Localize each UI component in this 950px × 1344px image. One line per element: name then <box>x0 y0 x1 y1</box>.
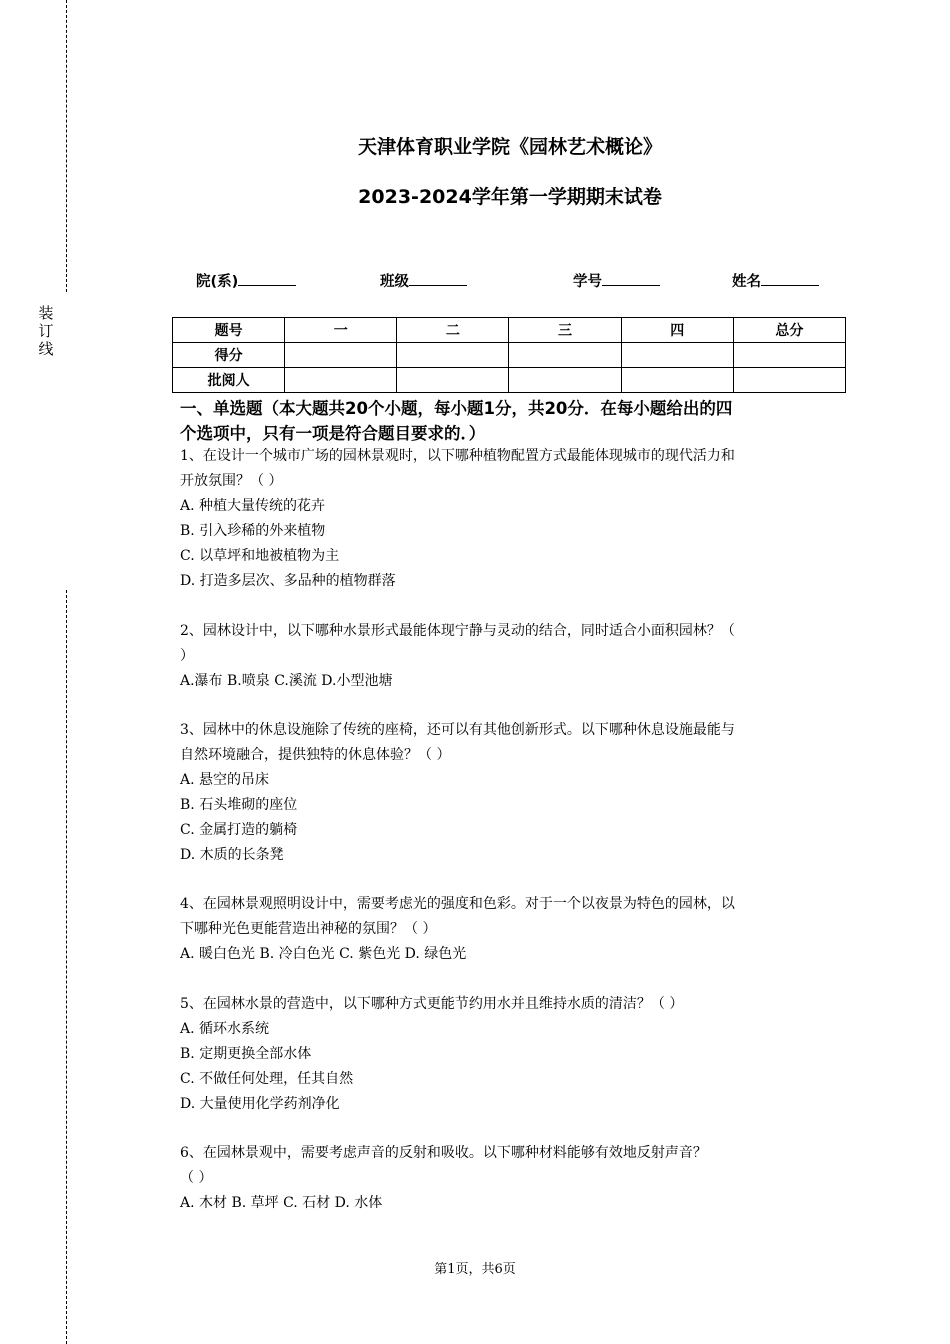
grader-cell[interactable] <box>285 368 397 393</box>
question-stem: 2、园林设计中，以下哪种水景形式最能体现宁静与灵动的结合，同时适合小面积园林？（ <box>180 623 735 639</box>
question-stem: （ ） <box>180 1170 213 1186</box>
score-table <box>172 317 846 393</box>
score-cell[interactable] <box>733 343 845 368</box>
question-options[interactable]: A.瀑布 B.喷泉 C.溪流 D.小型池塘 <box>180 673 393 689</box>
option-d[interactable]: D. 打造多层次、多品种的植物群落 <box>180 573 396 589</box>
grader-cell[interactable] <box>509 368 621 393</box>
score-table-row <box>173 368 846 393</box>
question-stem: 3、园林中的休息设施除了传统的座椅，还可以有其他创新形式。以下哪种休息设施最能与 <box>180 722 735 738</box>
option-a[interactable]: A. 循环水系统 <box>180 1021 270 1037</box>
score-table-header-row <box>173 318 846 343</box>
name-label: 姓名 <box>732 274 761 290</box>
student-id-label: 学号 <box>573 274 602 290</box>
student-id-field[interactable] <box>573 270 660 291</box>
question-6 <box>180 1141 840 1216</box>
exam-title-line1: 天津体育职业学院《园林艺术概论》 <box>357 136 662 158</box>
section-heading-line: 一、单选题（本大题共20个小题，每小题1分，共20分．在每小题给出的四 <box>180 399 733 418</box>
score-row-label: 得分 <box>173 343 285 368</box>
question-stem: ） <box>180 648 194 664</box>
score-cell[interactable] <box>509 343 621 368</box>
question-stem: 自然环境融合，提供独特的休息体验？（ ） <box>180 747 451 763</box>
score-header-cell: 二 <box>397 318 509 343</box>
option-d[interactable]: D. 木质的长条凳 <box>180 847 284 863</box>
class-label: 班级 <box>380 274 409 290</box>
name-field[interactable] <box>732 270 819 291</box>
question-stem: 下哪种光色更能营造出神秘的氛围？（ ） <box>180 921 437 937</box>
section-heading <box>180 396 840 446</box>
option-c[interactable]: C. 以草坪和地被植物为主 <box>180 548 340 564</box>
exam-title-line2: 2023-2024学年第一学期期末试卷 <box>358 186 662 208</box>
binding-line-top <box>66 0 67 292</box>
department-field[interactable] <box>196 270 296 291</box>
department-blank[interactable] <box>238 271 296 286</box>
section-heading-line: 个选项中，只有一项是符合题目要求的．） <box>180 424 486 443</box>
option-b[interactable]: B. 石头堆砌的座位 <box>180 797 298 813</box>
question-options[interactable]: A. 木材 B. 草坪 C. 石材 D. 水体 <box>180 1195 383 1211</box>
grader-cell[interactable] <box>621 368 733 393</box>
question-5 <box>180 992 840 1117</box>
option-a[interactable]: A. 悬空的吊床 <box>180 772 270 788</box>
option-b[interactable]: B. 引入珍稀的外来植物 <box>180 523 326 539</box>
score-cell[interactable] <box>397 343 509 368</box>
department-label: 院(系) <box>196 274 239 290</box>
question-stem: 4、在园林景观照明设计中，需要考虑光的强度和色彩。对于一个以夜景为特色的园林，以 <box>180 896 735 912</box>
option-b[interactable]: B. 定期更换全部水体 <box>180 1046 312 1062</box>
class-field[interactable] <box>380 270 467 291</box>
score-cell[interactable] <box>621 343 733 368</box>
score-row-label: 批阅人 <box>173 368 285 393</box>
question-1 <box>180 444 840 594</box>
score-header-cell: 总分 <box>733 318 845 343</box>
student-id-blank[interactable] <box>602 271 660 286</box>
question-stem: 6、在园林景观中，需要考虑声音的反射和吸收。以下哪种材料能够有效地反射声音？ <box>180 1145 707 1161</box>
score-header-cell: 四 <box>621 318 733 343</box>
class-blank[interactable] <box>409 271 467 286</box>
score-header-cell: 题号 <box>173 318 285 343</box>
question-2 <box>180 619 840 694</box>
question-options[interactable]: A. 暖白色光 B. 冷白色光 C. 紫色光 D. 绿色光 <box>180 946 467 962</box>
score-header-cell: 一 <box>285 318 397 343</box>
question-3 <box>180 718 840 868</box>
binding-label: 装订线 <box>38 304 54 358</box>
option-c[interactable]: C. 不做任何处理，任其自然 <box>180 1071 354 1087</box>
page-footer: 第1页，共6页 <box>434 1262 516 1277</box>
name-blank[interactable] <box>761 271 819 286</box>
score-table-row <box>173 343 846 368</box>
question-4 <box>180 892 840 967</box>
option-a[interactable]: A. 种植大量传统的花卉 <box>180 498 326 514</box>
option-d[interactable]: D. 大量使用化学药剂净化 <box>180 1096 340 1112</box>
grader-cell[interactable] <box>733 368 845 393</box>
question-stem: 开放氛围？（ ） <box>180 473 283 489</box>
score-cell[interactable] <box>285 343 397 368</box>
binding-line-bottom <box>66 590 67 1344</box>
option-c[interactable]: C. 金属打造的躺椅 <box>180 822 298 838</box>
student-info-row <box>0 270 950 292</box>
question-stem: 1、在设计一个城市广场的园林景观时，以下哪种植物配置方式最能体现城市的现代活力和 <box>180 448 735 464</box>
score-header-cell: 三 <box>509 318 621 343</box>
question-stem: 5、在园林水景的营造中，以下哪种方式更能节约用水并且维持水质的清洁？（ ） <box>180 996 684 1012</box>
grader-cell[interactable] <box>397 368 509 393</box>
